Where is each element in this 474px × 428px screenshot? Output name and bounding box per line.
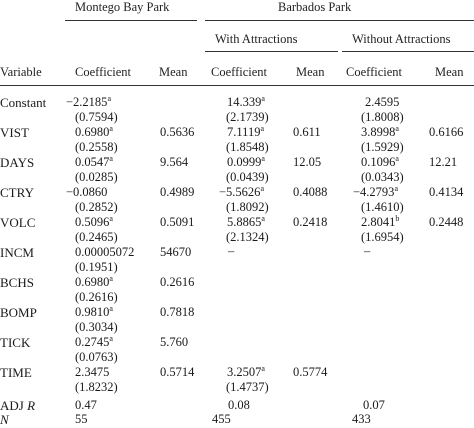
subgroup-with-attractions: With Attractions: [215, 32, 298, 46]
m-se-vist: (0.2558): [75, 140, 118, 154]
top-rule-montego: [65, 20, 197, 21]
o-n: 433: [352, 412, 371, 426]
m-se-time: (1.8232): [75, 380, 118, 394]
m-se-ctry: (0.2852): [75, 200, 118, 214]
o-se-vist: (1.5929): [361, 140, 404, 154]
m-mean-days: 9.564: [160, 155, 189, 169]
subgroup-without-attractions: Without Attractions: [352, 32, 451, 46]
col-header-o-coefficient: Coefficient: [346, 65, 402, 79]
o-coef-incm: –: [364, 244, 371, 258]
o-coef-ctry: −4.2793$^a$: [353, 184, 398, 199]
o-mean-vist: 0.6166: [429, 125, 464, 139]
m-mean-ctry: 0.4989: [160, 185, 195, 199]
o-se-volc: (1.6954): [361, 230, 404, 244]
group-title-montego: Montego Bay Park: [75, 0, 170, 14]
m-mean-tick: 5.760: [160, 335, 189, 349]
m-mean-bomp: 0.7818: [160, 305, 195, 319]
row-label-constant: Constant: [0, 95, 47, 110]
m-coef-ctry: −0.0860: [66, 185, 108, 199]
col-header-o-mean: Mean: [435, 65, 464, 79]
row-label-days: DAYS: [0, 155, 35, 170]
m-coef-tick: 0.2745$^a$: [75, 334, 113, 349]
group-title-barbados: Barbados Park: [278, 0, 352, 14]
row-label-adj-r: ADJ R: [0, 398, 36, 413]
row-label-n: N: [0, 412, 9, 427]
o-mean-days: 12.21: [429, 155, 458, 169]
row-label-ctry: CTRY: [0, 185, 34, 200]
m-mean-bchs: 0.2616: [160, 275, 195, 289]
m-coef-time: 2.3475: [75, 365, 110, 379]
o-coef-volc: 2.8041$^b$: [361, 214, 400, 229]
w-coef-time: 3.2507$^a$: [227, 364, 265, 379]
m-coef-volc: 0.5096$^a$: [75, 214, 113, 229]
o-mean-volc: 0.2448: [429, 215, 464, 229]
w-coef-incm: –: [228, 244, 235, 258]
w-se-time: (1.4737): [226, 380, 269, 394]
w-mean-time: 0.5774: [293, 365, 328, 379]
o-mean-ctry: 0.4134: [429, 185, 464, 199]
w-mean-days: 12.05: [293, 155, 322, 169]
m-coef-constant: −2.2185$^a$: [66, 94, 111, 109]
col-header-m-coefficient: Coefficient: [75, 65, 131, 79]
w-coef-ctry: −5.5626$^a$: [219, 184, 264, 199]
header-bottom-rule: [0, 85, 474, 86]
row-label-volc: VOLC: [0, 215, 36, 230]
col-header-variable: Variable: [0, 65, 42, 79]
row-label-bchs: BCHS: [0, 275, 34, 290]
w-coef-volc: 5.8865$^a$: [227, 214, 265, 229]
row-label-incm: INCM: [0, 245, 34, 260]
m-mean-volc: 0.5091: [160, 215, 195, 229]
m-se-incm: (0.1951): [75, 260, 118, 274]
m-se-constant: (0.7594): [75, 110, 118, 124]
o-coef-constant: 2.4595: [365, 95, 400, 109]
w-se-ctry: (1.8092): [226, 200, 269, 214]
w-mean-vist: 0.611: [293, 125, 321, 139]
w-mean-ctry: 0.4088: [293, 185, 328, 199]
m-mean-incm: 54670: [160, 245, 192, 259]
o-coef-days: 0.1096$^a$: [361, 154, 399, 169]
m-coef-bomp: 0.9810$^a$: [75, 304, 113, 319]
m-se-days: (0.0285): [75, 170, 118, 184]
sub-rule-with: [205, 51, 338, 52]
o-se-constant: (1.8008): [361, 110, 404, 124]
col-header-w-mean: Mean: [296, 65, 325, 79]
m-coef-bchs: 0.6980$^a$: [75, 274, 113, 289]
o-coef-vist: 3.8998$^a$: [361, 124, 399, 139]
col-header-m-mean: Mean: [159, 65, 188, 79]
o-se-days: (0.0343): [361, 170, 404, 184]
m-se-tick: (0.0763): [75, 350, 118, 364]
row-label-tick: TICK: [0, 335, 31, 350]
w-se-days: (0.0439): [226, 170, 269, 184]
m-se-volc: (0.2465): [75, 230, 118, 244]
m-coef-incm: 0.00005072: [75, 245, 135, 259]
top-rule-barbados: [205, 20, 474, 21]
row-label-bomp: BOMP: [0, 305, 37, 320]
w-adj-r: 0.08: [228, 398, 250, 412]
m-n: 55: [75, 412, 88, 426]
w-se-volc: (2.1324): [226, 230, 269, 244]
sub-rule-without: [342, 51, 474, 52]
w-mean-volc: 0.2418: [293, 215, 328, 229]
w-coef-vist: 7.1119$^a$: [227, 124, 265, 139]
m-se-bchs: (0.2616): [75, 290, 118, 304]
m-mean-vist: 0.5636: [160, 125, 195, 139]
w-se-vist: (1.8548): [226, 140, 269, 154]
w-n: 455: [212, 412, 231, 426]
o-adj-r: 0.07: [363, 398, 385, 412]
col-header-w-coefficient: Coefficient: [211, 65, 267, 79]
row-label-vist: VIST: [0, 125, 29, 140]
m-se-bomp: (0.3034): [75, 320, 118, 334]
w-se-constant: (2.1739): [226, 110, 269, 124]
m-coef-days: 0.0547$^a$: [75, 154, 113, 169]
m-mean-time: 0.5714: [160, 365, 195, 379]
row-label-time: TIME: [0, 365, 32, 380]
w-coef-days: 0.0999$^a$: [227, 154, 265, 169]
m-adj-r: 0.47: [75, 398, 97, 412]
o-se-ctry: (1.4610): [361, 200, 404, 214]
w-coef-constant: 14.339$^a$: [227, 94, 265, 109]
m-coef-vist: 0.6980$^a$: [75, 124, 113, 139]
